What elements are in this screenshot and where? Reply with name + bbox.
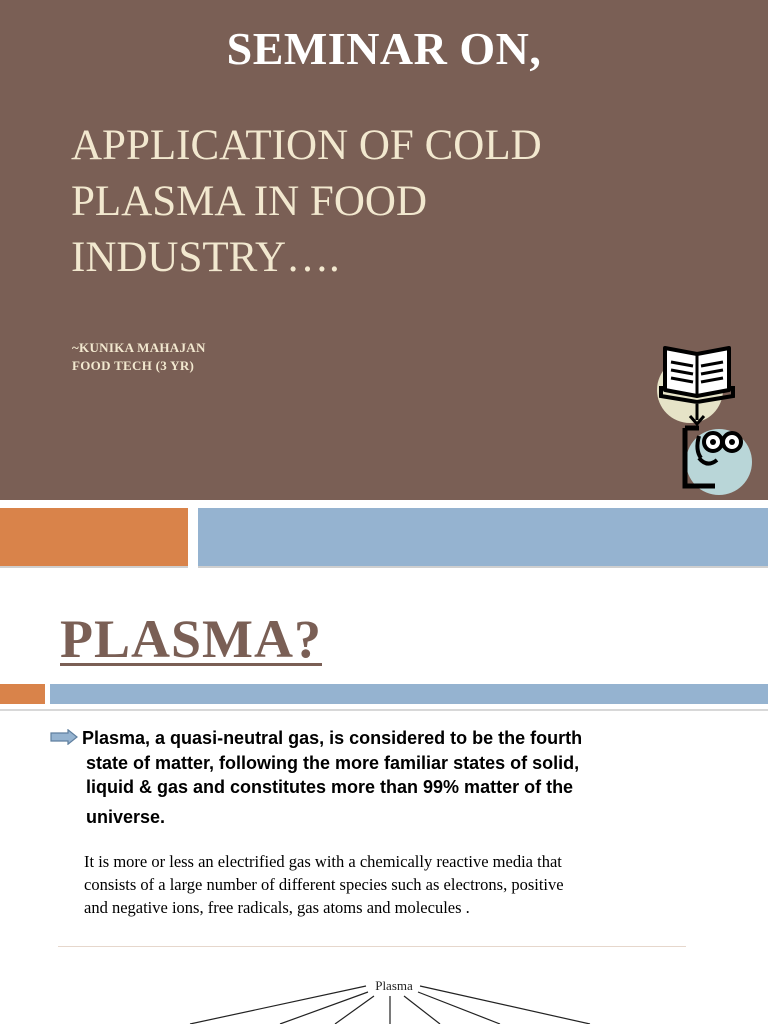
blue-accent-bar — [198, 508, 768, 568]
author-course: FOOD TECH (3 YR) — [72, 358, 195, 373]
divider-line — [0, 709, 768, 711]
presentation-title — [71, 118, 691, 286]
author-block — [72, 339, 206, 375]
bullet1-line-4: universe. — [86, 806, 166, 827]
bullet1-line-3: liquid & gas and constitutes more than 99% matter of the — [86, 777, 574, 797]
title-line-2: PLASMA IN FOOD — [71, 178, 428, 225]
orange-accent-bar — [0, 508, 188, 568]
bullet2-line-1-text: It is more or less an electrified gas with a chemically reactive media that — [84, 852, 562, 871]
slide-gap — [0, 500, 768, 508]
bullet-plasma-definition — [50, 726, 740, 834]
bullet1-line-2: state of matter, following the more familiar states of solid, — [86, 752, 580, 773]
bullet2-line-1 — [84, 850, 704, 873]
blue-divider — [50, 684, 768, 704]
right-arrow-icon — [50, 729, 78, 745]
plasma-tree-diagram — [0, 952, 768, 1024]
author-name: ~KUNIKA MAHAJAN — [72, 340, 206, 355]
diagram-separator — [58, 946, 686, 947]
title-line-1: APPLICATION OF COLD — [71, 122, 542, 169]
seminar-heading: SEMINAR ON, — [226, 23, 542, 74]
title-line-3: INDUSTRY…. — [71, 234, 340, 281]
bullet-electrified-gas — [84, 850, 704, 919]
bullet1-line-1: Plasma, a quasi-neutral gas, is considered to be the fourth — [82, 728, 583, 748]
slide-title: PLASMA? — [60, 609, 322, 669]
book-and-reader-icon — [655, 340, 755, 500]
bullet2-line-3: and negative ions, free radicals, gas atoms and molecules . — [84, 898, 470, 917]
diagram-root-label: Plasma — [375, 978, 413, 993]
title-slide — [0, 0, 768, 500]
orange-divider — [0, 684, 45, 704]
bullet2-line-2: consists of a large number of different species such as electrons, positive — [84, 875, 564, 894]
